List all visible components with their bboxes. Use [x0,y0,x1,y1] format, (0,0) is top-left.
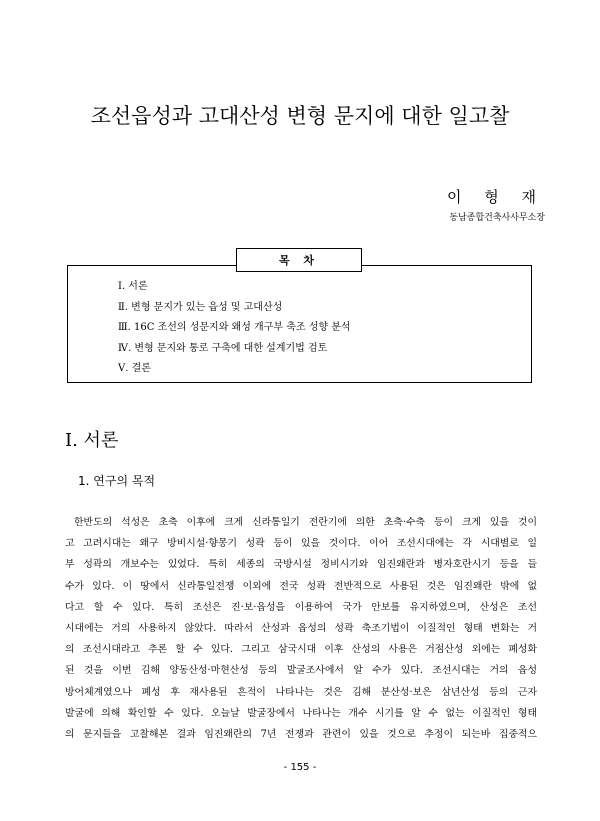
subsection-heading: 1. 연구의 목적 [78,474,156,488]
paragraph-line: 의 문지들을 고찰해본 결과 임진왜란의 7년 전쟁과 관련이 있을 것으로 추정이 되는바 집중적으 [65,728,537,740]
author-affiliation: 동남종합건축사사무소장 [449,213,545,223]
paragraph-line: 된 것을 이번 김해 양동산성·마현산성 등의 발굴조사에서 알 수가 있다. 조선시대는 거의 읍성 [65,665,537,677]
paragraph-line: 수가 있다. 이 땅에서 신라통일전쟁 이외에 전국 성곽 전반적으로 사용된 것은 임진왜란 밖에 없 [65,580,537,592]
toc-item: Ⅳ. 변형 문지와 통로 구축에 대한 설계기법 검토 [118,342,328,354]
paragraph-line: 발굴에 의해 확인할 수 있다. 오늘날 발굴장에서 나타나는 개수 시기를 알 수 없는 이질적인 형태 [65,707,537,719]
toc-item: Ⅱ. 변형 문지가 있는 읍성 및 고대산성 [118,301,283,313]
body-paragraph [65,512,537,745]
paragraph-line: 방어체계였으나 폐성 후 재사용된 흔적이 나타나는 것은 김해 분산성·보은 삼년산성 등의 근자 [65,686,537,698]
paragraph-line: 의 조선시대라고 추론 할 수 있다. 그리고 삼국시대 이후 산성의 사용은 거점산성 외에는 폐성화 [65,644,537,656]
toc-item: Ⅴ. 결론 [118,363,151,374]
paragraph-line: 부 성곽의 개보수는 있었다. 특히 세종의 국방시설 정비시기와 임진왜란과 병자호란시기 등을 들 [65,559,537,571]
paper-title: 조선읍성과 고대산성 변형 문지에 대한 일고찰 [90,104,510,128]
table-of-contents-list [118,277,351,380]
toc-item: Ⅲ. 16C 조선의 성문지와 왜성 개구부 축조 성향 분석 [118,322,351,333]
page-number: - 155 - [283,762,317,773]
author-name: 이 형 재 [446,188,545,206]
paragraph-line: 고 고려시대는 왜구 방비시설·향몽기 성곽 등이 있을 것이다. 이어 조선시대에는 각 시대별로 일 [65,538,537,550]
section-heading: Ⅰ. 서론 [65,430,119,451]
paragraph-line: 한반도의 석성은 초축 이후에 크게 신라통일기 전란기에 의한 초축·수축 등이 크게 있을 것이 [74,517,537,528]
toc-item: Ⅰ. 서론 [118,281,148,292]
paragraph-line: 다고 할 수 있다. 특히 조선은 진·보·읍성을 이용하여 국가 안보를 유지하였으며, 산성은 조선 [65,601,537,613]
table-of-contents-label: 목 차 [236,248,362,272]
paragraph-line: 시대에는 거의 사용하지 않았다. 따라서 산성과 읍성의 성곽 축조기법이 이질적인 형태 변화는 거 [65,622,537,634]
